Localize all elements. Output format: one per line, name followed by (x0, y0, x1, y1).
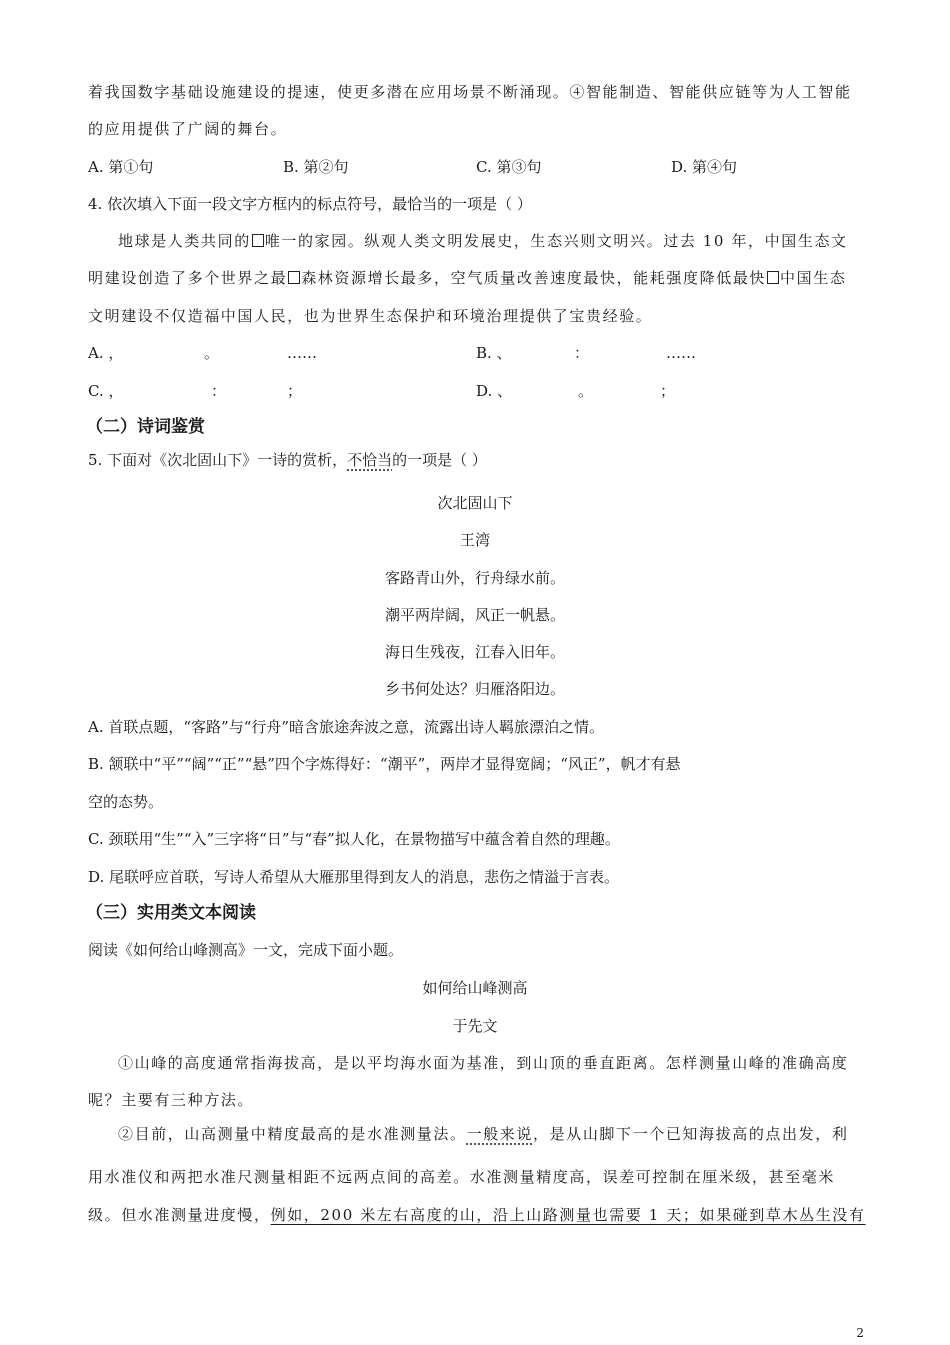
paragraph-line: 文明建设不仅造福中国人民，也为世界生态保护和环境治理提供了宝贵经验。 (88, 307, 653, 325)
text: 明建设创造了多个世界之最 (88, 269, 288, 287)
option-mark: ： (574, 344, 590, 362)
option-mark: ； (660, 382, 676, 400)
section-heading: （三）实用类文本阅读 (86, 903, 256, 923)
blank-box-icon (288, 271, 300, 284)
text: ②目前，山高测量中精度最高的是水准测量法。 (118, 1125, 467, 1143)
paragraph-line: 用水准仪和两把水准尺测量相距不远两点间的高差。水准测量精度高，误差可控制在厘米级，甚至毫米 (88, 1168, 836, 1186)
poem-line: 客路青山外，行舟绿水前。 (384, 569, 565, 587)
q5-option-b-cont: 空的态势。 (88, 793, 164, 811)
poem-line: 潮平两岸阔，风正一帆悬。 (384, 606, 565, 624)
question-5 (88, 450, 487, 470)
blank-box-icon (767, 271, 779, 284)
poem-title: 次北固山下 (437, 494, 513, 512)
emphasis-text: 不恰当 (347, 451, 393, 469)
option-label: C. ， (88, 382, 124, 400)
section-heading: （二）诗词鉴赏 (86, 417, 205, 437)
q3-option-a[interactable]: A. 第①句 (88, 158, 154, 176)
article-author: 于先文 (452, 1017, 498, 1035)
option-mark: …… (287, 344, 317, 362)
paragraph-line (118, 1124, 848, 1144)
option-label: A. ， (88, 344, 124, 362)
option-mark: 。 (578, 382, 594, 400)
paragraph-line: 呢？主要有三种方法。 (88, 1091, 255, 1109)
emphasis-text: 一般来说 (466, 1125, 534, 1143)
text: 地球是人类共同的 (118, 232, 251, 250)
q3-option-c[interactable]: C. 第③句 (476, 158, 542, 176)
q3-option-d[interactable]: D. 第④句 (671, 158, 738, 176)
page-number: 2 (856, 1326, 864, 1340)
option-mark: …… (666, 344, 696, 362)
option-mark: 。 (204, 344, 220, 362)
poem-line: 海日生残夜，江春入旧年。 (384, 643, 565, 661)
underlined-text: 例如，200 米左右高度的山，沿上山路测量也需要 1 天；如果碰到草木丛生没有 (270, 1206, 866, 1224)
paragraph-line (118, 231, 848, 251)
reading-intro: 阅读《如何给山峰测高》一文，完成下面小题。 (88, 941, 404, 959)
article-title: 如何给山峰测高 (422, 979, 528, 997)
blank-box-icon (252, 234, 264, 247)
paragraph-line: 的应用提供了广阔的舞台。 (88, 120, 288, 138)
paragraph-line: 着我国数字基础设施建设的提速，使更多潜在应用场景不断涌现。④智能制造、智能供应链等为人工智能 (88, 83, 852, 101)
text: 5. 下面对《次北固山下》一诗的赏析， (88, 451, 348, 469)
text: ，是从山脚下一个已知海拔高的点出发，利 (533, 1125, 849, 1143)
text: 中国生态 (780, 269, 847, 287)
paragraph-line (88, 268, 846, 288)
paragraph-line (88, 1205, 866, 1225)
poem-author: 王湾 (459, 531, 490, 549)
question-4: 4. 依次填入下面一段文字方框内的标点符号，最恰当的一项是（ ） (88, 195, 532, 213)
q5-option-c[interactable]: C. 颈联用“生”“入”三字将“日”与“春”拟人化，在景物描写中蕴含着自然的理趣。 (88, 830, 620, 848)
paragraph-line: ①山峰的高度通常指海拔高，是以平均海水面为基准，到山顶的垂直距离。怎样测量山峰的准确高度 (118, 1054, 849, 1072)
text: 唯一的家园。纵观人类文明发展史，生态兴则文明兴。过去 10 年，中国生态文 (264, 232, 848, 250)
text: 级。但水准测量进度慢， (88, 1206, 271, 1224)
text: 的一项是（ ） (392, 451, 487, 469)
q3-option-b[interactable]: B. 第②句 (283, 158, 349, 176)
option-mark: ； (287, 382, 303, 400)
text: 森林资源增长最多，空气质量改善速度最快，能耗强度降低最快 (301, 269, 767, 287)
q5-option-a[interactable]: A. 首联点题，“客路”与“行舟”暗含旅途奔波之意，流露出诗人羁旅漂泊之情。 (88, 718, 605, 736)
option-label: B. 、 (476, 344, 512, 362)
poem-line: 乡书何处达？归雁洛阳边。 (384, 680, 565, 698)
option-mark: ： (211, 382, 227, 400)
option-label: D. 、 (476, 382, 513, 400)
q5-option-b[interactable]: B. 颔联中“平”“阔”“正”“悬”四个字炼得好：“潮平”，两岸才显得宽阔；“风正”，帆才有悬 (88, 755, 681, 773)
q5-option-d[interactable]: D. 尾联呼应首联，写诗人希望从大雁那里得到友人的消息，悲伤之情溢于言表。 (88, 868, 620, 886)
